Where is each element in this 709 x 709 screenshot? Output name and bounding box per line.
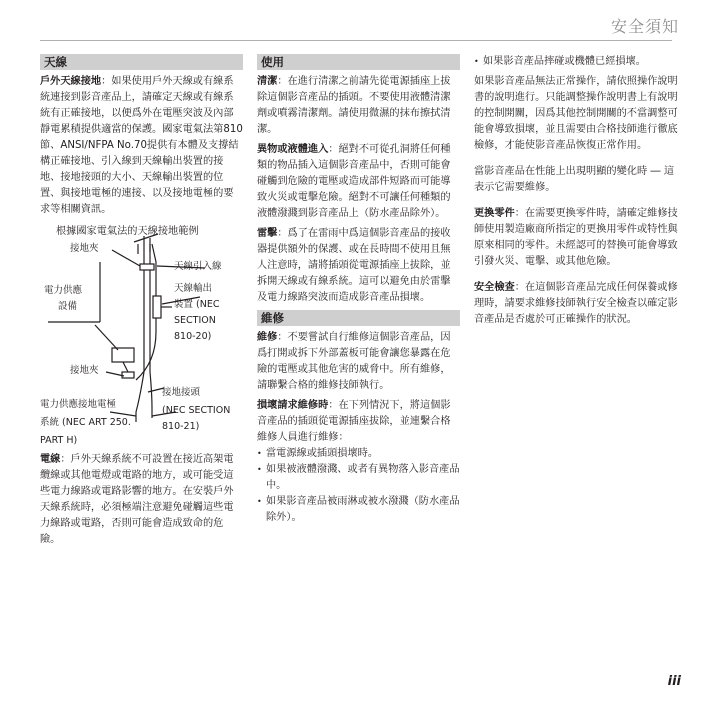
object-liquid-paragraph — [257, 142, 460, 222]
label-discharge-unit-4: 810-20) — [174, 331, 212, 342]
list-item: • 如果影音產品被雨淋或被水潑濺（防水產品除外）。 — [257, 494, 460, 526]
safety-check-paragraph — [474, 280, 679, 328]
label-electrode-system-3: PART H) — [40, 435, 78, 446]
cleaning-paragraph — [257, 74, 460, 138]
list-item: • 當電源線或插頭損壞時。 — [257, 446, 460, 462]
replacement-paragraph — [474, 206, 679, 270]
page-header-title: 安全須知 — [610, 17, 679, 36]
label-electrode-system-2: 系統 (NEC ART 250. — [40, 417, 131, 428]
power-lines-term: 電線 — [40, 454, 61, 465]
label-ground-clamp-bottom: 接地夾 — [70, 365, 99, 376]
column-service-continued — [474, 54, 679, 332]
safety-check-term: 安全檢查 — [474, 282, 515, 293]
safety-check-text: ：在這個影音產品完成任何保養或修理時，請要求維修技師執行安全檢查以確定影音產品是否處於可正確操作的狀況。 — [474, 282, 678, 325]
column-antennas — [40, 54, 243, 552]
damage-service-text: ：在下列情況下，將這個影音產品的插頭從電源插座拔除，並連繫合格維修人員進行維修： — [257, 400, 451, 443]
object-liquid-term: 異物或液體進入 — [257, 144, 329, 155]
manual-paragraph: 如果影音產品無法正常操作，請依照操作說明書的說明進行。只能調整操作說明書上有說明的控制開關，因爲其他控制開關的不當調整可能會導致損壞，並且需要由合格技師進行徹底檢修，才能使影音產品恢復正常作用。 — [474, 76, 678, 151]
label-electrode-system-1: 電力供應接地電極 — [40, 399, 117, 410]
list-item: • 如果被液體潑濺、或者有異物落入影音產品中。 — [257, 462, 460, 494]
cleaning-text: ：在進行清潔之前請先從電源插座上拔除這個影音產品的插頭。不要使用液體清潔劑或噴霧清潔劑。請使用微濕的抹布擦拭清潔。 — [257, 76, 451, 135]
replacement-text: ：在需要更換零件時，請確定維修技師使用製造廠商所指定的更換用零件或特性與原來相同的零件。未經認可的替換可能會導致引發火災、電擊、或其他危險。 — [474, 208, 678, 267]
label-power-equipment-1: 電力供應 — [44, 285, 83, 296]
label-power-equipment-2: 設備 — [58, 301, 78, 312]
label-ground-clamp-top: 接地夾 — [70, 243, 99, 254]
power-lines-text: ：戶外天線系統不可設置在接近高架電纜線或其他電燈或電路的地方，或可能受這些電力線路或電路影響的地方。在安裝戶外天線系統時，必須極端注意避免碰觸這些電力線路或電路，否則可能會造成致命的危險。 — [40, 454, 234, 545]
list-item: • 如果影音產品摔碰或機體已經損壞。 — [474, 54, 679, 70]
servicing-term: 維修 — [257, 332, 278, 343]
label-antenna-lead-in: 天線引入線 — [174, 261, 222, 272]
outdoor-grounding-text: ：如果使用戶外天線或有線系統連接到影音產品上，請確定天線或有線系統有正確接地，以便爲外在電壓突波及內部靜電累積提供適當的保護。國家電氣法第810節、ANSI/NFPA No.70提供有本體及支撐結構正確接地、引入線到天線輸出裝置的接地、接地接頭的大小、天線輸出裝置的位置、與接地電極的連接、以及接地電極的要求等相關資訊。 — [40, 76, 243, 215]
power-lines-paragraph — [40, 452, 243, 548]
damage-service-term: 損壞請求維修時 — [257, 400, 329, 411]
label-grounding-conductors-3: 810-21) — [162, 421, 200, 432]
page-number: iii — [667, 674, 681, 689]
damage-bullet-list — [257, 446, 460, 526]
label-discharge-unit-2: 裝置 (NEC — [174, 299, 220, 310]
label-grounding-conductors-2: (NEC SECTION — [162, 405, 231, 416]
section-heading-antennas: 天線 — [40, 54, 243, 70]
damage-service-paragraph — [257, 398, 460, 446]
continued-bullet-list — [474, 54, 679, 70]
header-rule — [40, 40, 672, 41]
lightning-term: 雷擊 — [257, 228, 278, 239]
section-heading-use: 使用 — [257, 54, 460, 70]
label-discharge-unit-1: 天線輸出 — [174, 283, 213, 294]
outdoor-grounding-term: 戶外天線接地 — [40, 76, 102, 87]
object-liquid-text: ：絕對不可從孔洞將任何種類的物品插入這個影音產品中，否則可能會碰觸到危險的電壓或造成部件短路而可能導致火災或電擊危險。絕對不可讓任何種類的液體潑濺到影音產品上（防水產品除外）。 — [257, 144, 451, 219]
lightning-paragraph — [257, 226, 460, 306]
section-heading-service: 維修 — [257, 310, 460, 326]
performance-paragraph: 當影音產品在性能上出現明顯的變化時 ― 這表示它需要維修。 — [474, 166, 675, 193]
label-discharge-unit-3: SECTION — [174, 315, 216, 326]
cleaning-term: 清潔 — [257, 76, 278, 87]
servicing-paragraph — [257, 330, 460, 394]
outdoor-grounding-paragraph — [40, 74, 243, 218]
diagram-caption: 根據國家電氣法的天線接地範例 — [56, 226, 199, 237]
servicing-text: ：不要嘗試自行維修這個影音產品，因爲打開或拆下外部蓋板可能會讓您暴露在危險的電壓或其他危害的威脅中。所有維修，請聯繫合格的維修技師執行。 — [257, 332, 451, 391]
lightning-text: ：爲了在雷雨中爲這個影音產品的接收器提供額外的保護、或在長時間不使用且無人注意時，請將插頭從電源插座上拔除，並拆開天線或有線系統。這可以避免由於雷擊及電力線路突波而造成影音產品損壞。 — [257, 228, 451, 303]
antenna-grounding-diagram — [40, 222, 243, 452]
replacement-term: 更換零件 — [474, 208, 515, 219]
label-grounding-conductors-1: 接地接頭 — [162, 387, 201, 398]
column-use-service — [257, 54, 460, 526]
